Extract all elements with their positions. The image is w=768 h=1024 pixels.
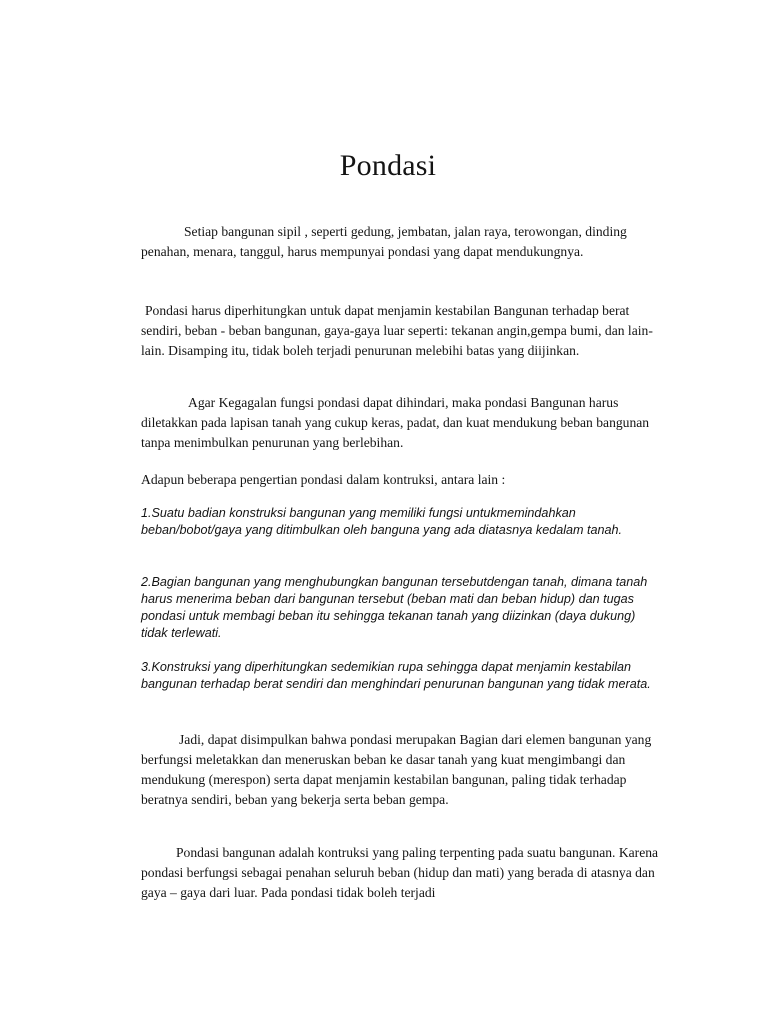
paragraph-importance: Pondasi bangunan adalah kontruksi yang paling terpenting pada suatu bangunan. Karena pondasi berfungsi sebagai penahan seluruh beban (hidup dan mati) yang berada di atasnya dan gaya – gaya dari luar. Pada pondasi tidak boleh terjadi [141, 845, 659, 900]
paragraph-stability: Pondasi harus diperhitungkan untuk dapat menjamin kestabilan Bangunan terhadap berat sendiri, beban - beban bangunan, gaya-gaya luar seperti: tekanan angin,gempa bumi, dan lain-lain. Disamping itu, tidak boleh terjadi penurunan melebihi batas yang diijinkan. [141, 303, 653, 358]
paragraph-definitions-intro: Adapun beberapa pengertian pondasi dalam kontruksi, antara lain : [141, 472, 506, 487]
paragraph-conclusion: Jadi, dapat disimpulkan bahwa pondasi merupakan Bagian dari elemen bangunan yang berfungsi meletakkan dan meneruskan beban ke dasar tanah yang kuat mengimbangi dan mendukung (merespon) serta dapat menjamin kestabilan bangunan, paling tidak terhadap beratnya sendiri, beban yang bekerja serta beban gempa. [141, 732, 652, 807]
definition-item-3: 3.Konstruksi yang diperhitungkan sedemikian rupa sehingga dapat menjamin kestabilan bangunan terhadap berat sendiri dan menghindari penurunan bangunan yang tidak merata. [141, 660, 651, 691]
document-title: Pondasi [339, 149, 437, 182]
definition-item-1: 1.Suatu badian konstruksi bangunan yang memiliki fungsi untukmemindahkan beban/bobot/gaya yang ditimbulkan oleh banguna yang ada diatasnya kedalam tanah. [141, 506, 623, 537]
paragraph-intro: Setiap bangunan sipil , seperti gedung, jembatan, jalan raya, terowongan, dinding penahan, menara, tanggul, harus mempunyai pondasi yang dapat mendukungnya. [141, 224, 627, 259]
definition-item-2: 2.Bagian bangunan yang menghubungkan bangunan tersebutdengan tanah, dimana tanah harus menerima beban dari bangunan tersebut (beban mati dan beban hidup) dan tugas pondasi untuk membagi beban itu sehingga tekanan tanah yang diizinkan (daya dukung) tidak terlewati. [141, 575, 648, 640]
paragraph-failure-prevention: Agar Kegagalan fungsi pondasi dapat dihindari, maka pondasi Bangunan harus diletakkan pada lapisan tanah yang cukup keras, padat, dan kuat mendukung beban bangunan tanpa menimbulkan penurunan yang berlebihan. [141, 395, 650, 450]
